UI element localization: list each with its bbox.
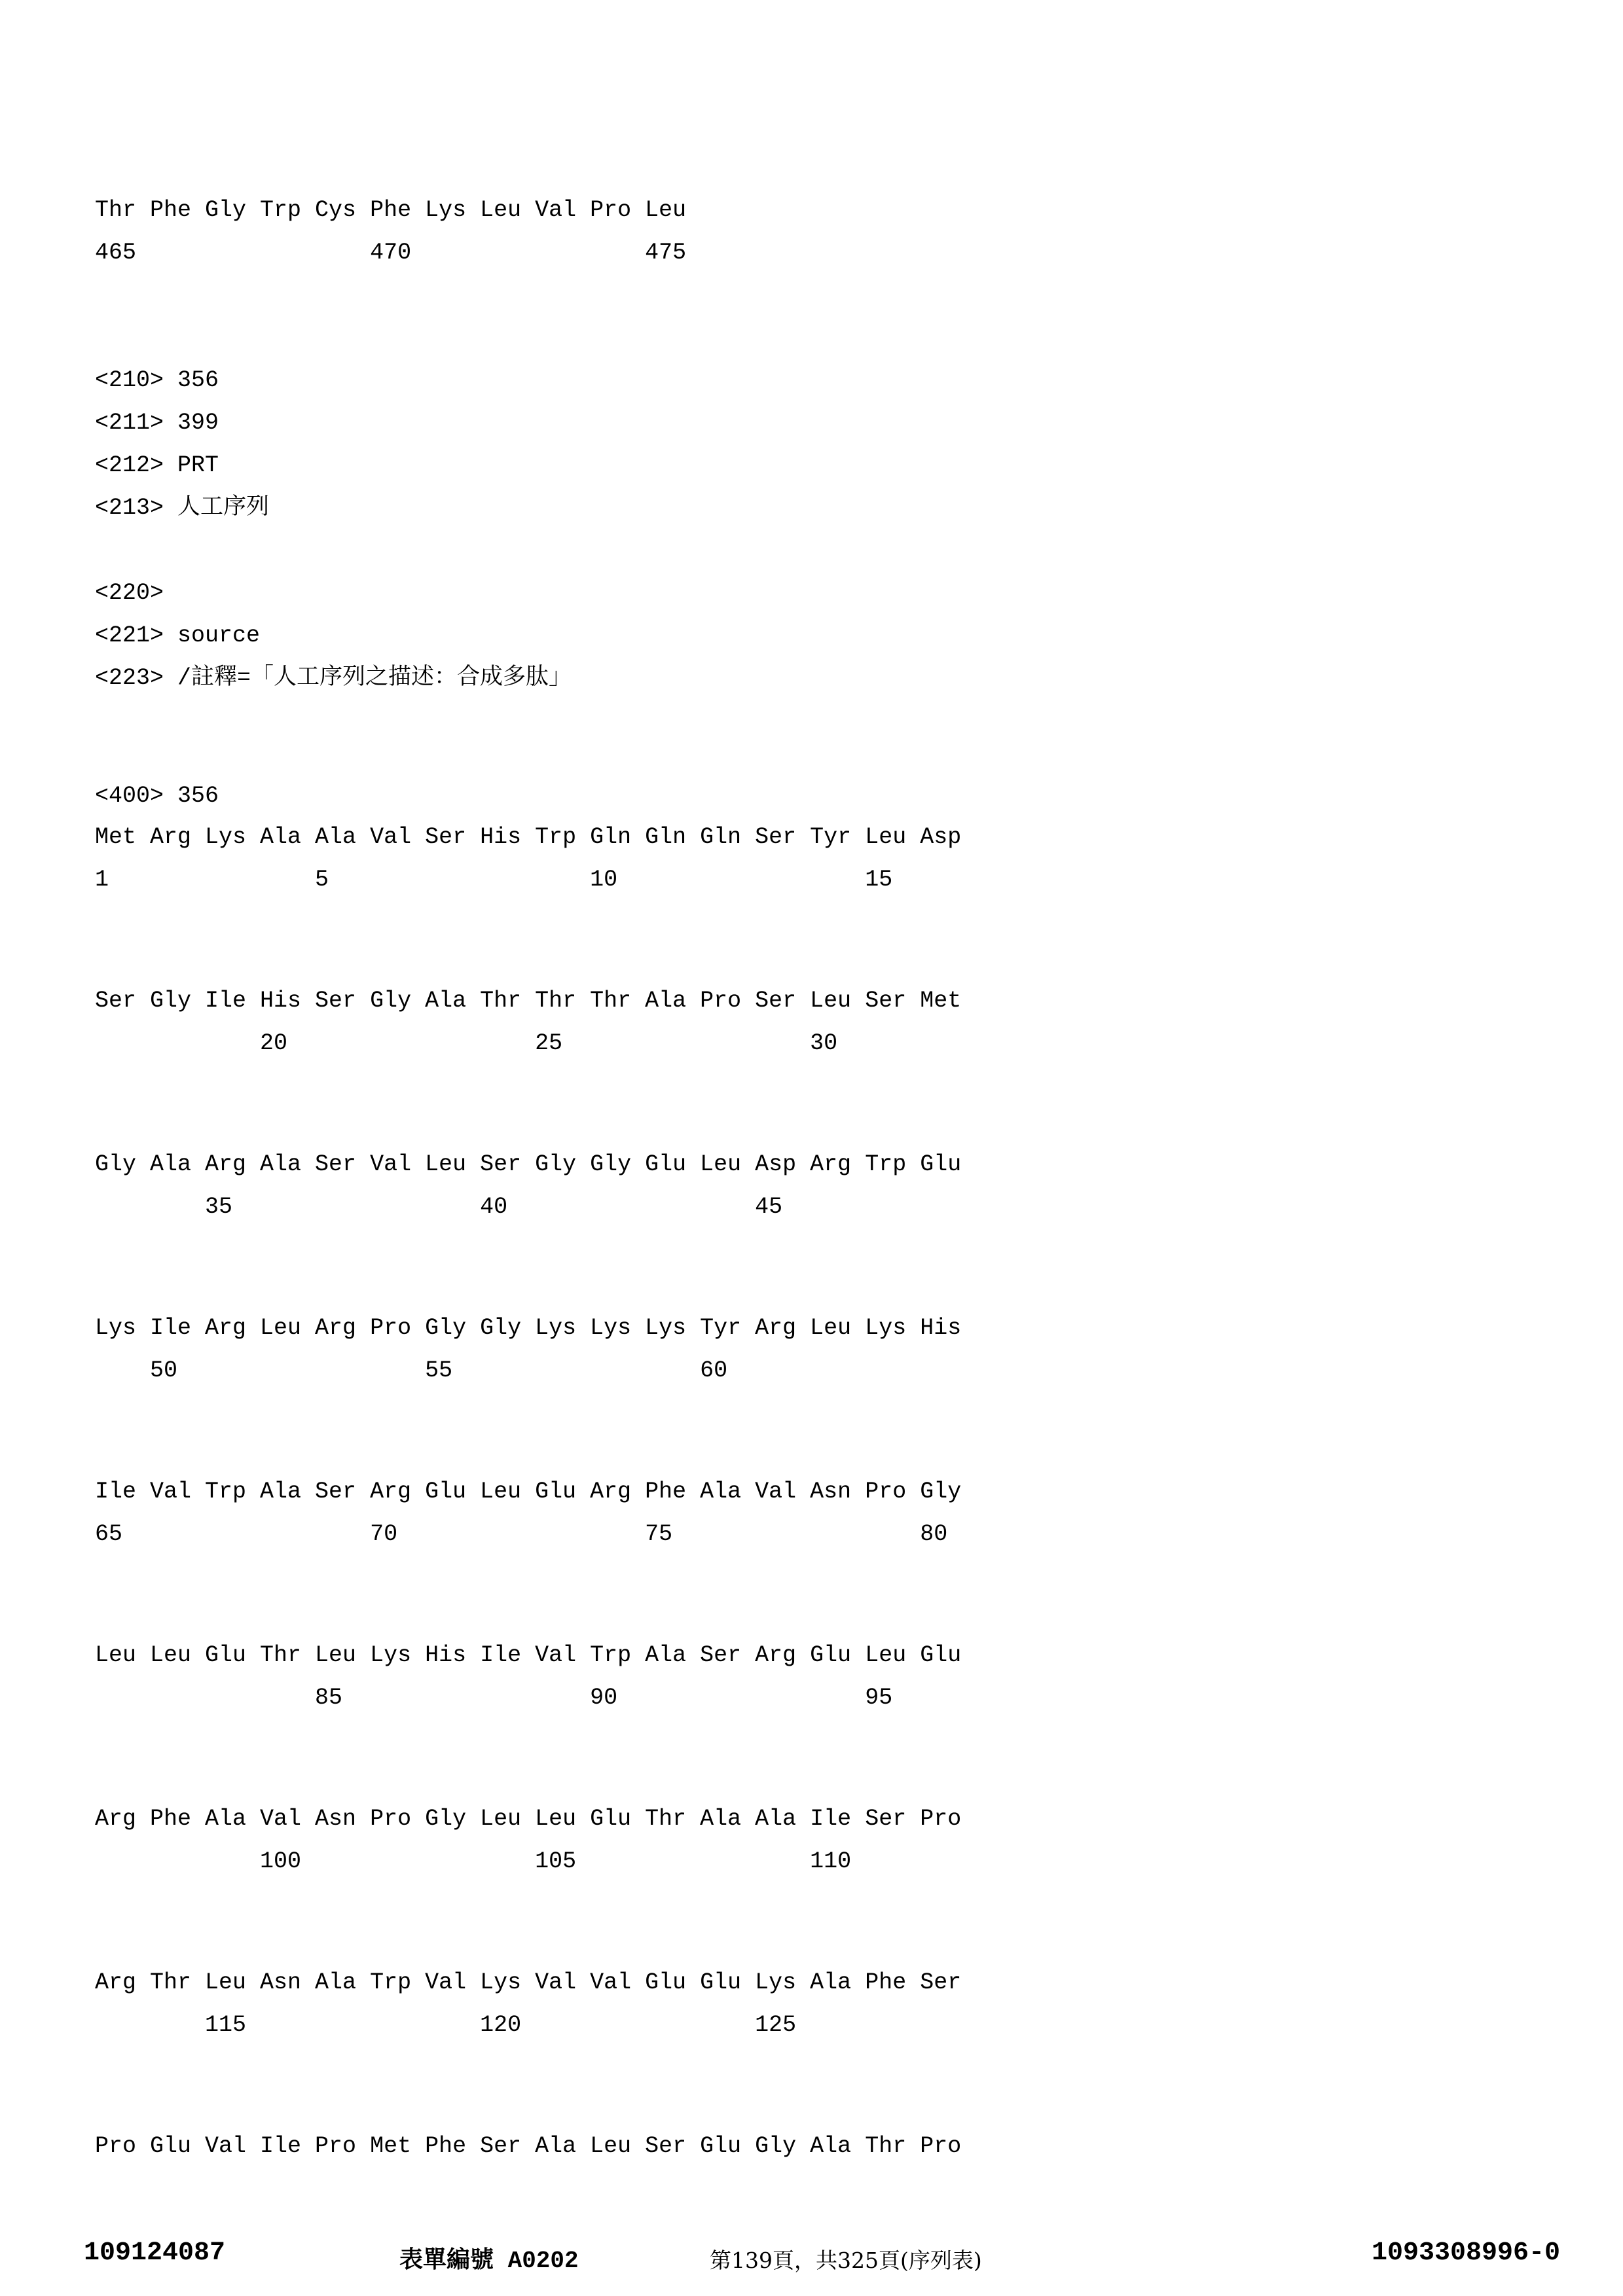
footer-application-number: 109124087 [84,2238,226,2268]
sequence-residue-line: Pro Glu Val Ile Pro Met Phe Ser Ala Leu Ser Glu Gly Ala Thr Pro [95,2133,962,2159]
tag-213-organism: <213> 人工序列 [95,495,270,521]
sequence-position-line: 1 5 10 15 [95,867,893,893]
sequence-residue-line: Arg Phe Ala Val Asn Pro Gly Leu Leu Glu Thr Ala Ala Ile Ser Pro [95,1806,962,1832]
sequence-residue-line: Lys Ile Arg Leu Arg Pro Gly Gly Lys Lys Lys Tyr Arg Leu Lys His [95,1315,962,1341]
sequence-residue-line: Leu Leu Glu Thr Leu Lys His Ile Val Trp Ala Ser Arg Glu Leu Glu [95,1642,962,1668]
sequence-residue-line: Gly Ala Arg Ala Ser Val Leu Ser Gly Gly Glu Leu Asp Arg Trp Glu [95,1151,962,1177]
tag-212-type: <212> PRT [95,452,219,478]
sequence-residue-line: Arg Thr Leu Asn Ala Trp Val Lys Val Val Glu Glu Lys Ala Phe Ser [95,1969,962,1996]
sequence-residue-line: Ile Val Trp Ala Ser Arg Glu Leu Glu Arg Phe Ala Val Asn Pro Gly [95,1479,962,1505]
sequence-residue-line: Met Arg Lys Ala Ala Val Ser His Trp Gln Gln Gln Ser Tyr Leu Asp [95,824,962,850]
sequence-position-line: 100 105 110 [95,1848,852,1874]
tag-221-name-key: <221> source [95,622,261,649]
sequence-residue-line: Thr Phe Gly Trp Cys Phe Lys Leu Val Pro Leu [95,197,687,223]
sequence-position-line: 20 25 30 [95,1030,838,1056]
footer-page-info: 第139頁，共325頁(序列表) [710,2248,982,2273]
footer-document-number: 1093308996-0 [1372,2238,1561,2268]
sequence-position-line: 35 40 45 [95,1194,783,1220]
sequence-residue-line: Ser Gly Ile His Ser Gly Ala Thr Thr Thr Ala Pro Ser Leu Ser Met [95,988,962,1014]
tag-223-other-info: <223> /註釋=「人工序列之描述：合成多肽」 [95,665,572,691]
sequence-position-line: 115 120 125 [95,2012,797,2038]
sequence-position-line: 50 55 60 [95,1357,728,1384]
tag-400-sequence-start: <400> 356 [95,783,219,809]
sequence-position-line: 465 470 475 [95,240,687,266]
tag-210-seq-id: <210> 356 [95,367,219,393]
sequence-position-line: 65 70 75 80 [95,1521,948,1547]
tag-220-feature: <220> [95,580,164,606]
sequence-position-line: 85 90 95 [95,1685,893,1711]
tag-211-length: <211> 399 [95,410,219,436]
footer-form-number: 表單編號 A0202 [399,2248,579,2274]
